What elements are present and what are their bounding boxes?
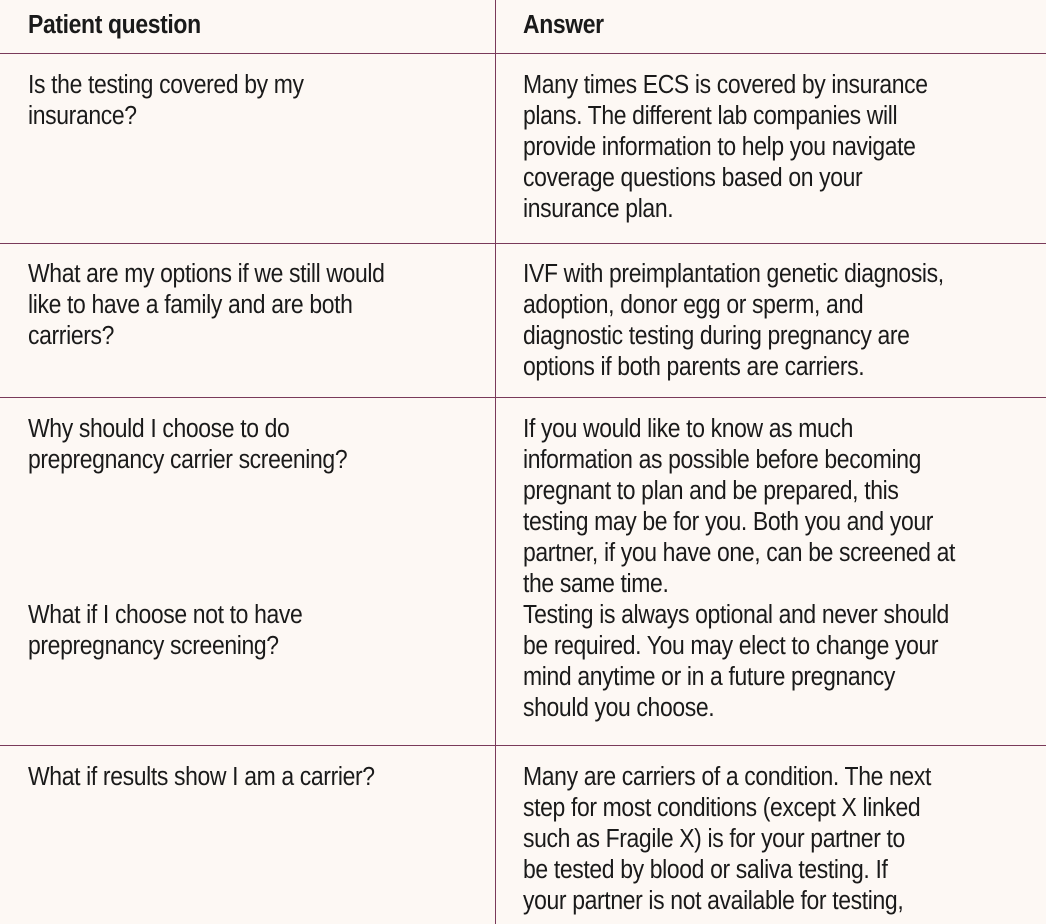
header-question: Patient question [28, 11, 201, 39]
header-rule [0, 53, 1046, 54]
question-insurance: Is the testing covered by my insurance? [28, 71, 304, 130]
answer-carrier: Many are carriers of a condition. The next step for most conditions (except X linked such as Fragile X) is for your partner to be tested by blood or saliva testing. If your partner is not available for testing, [523, 763, 931, 915]
answer-insurance: Many times ECS is covered by insurance plans. The different lab companies will provide information to help you navigate coverage questions based on your insurance plan. [523, 71, 928, 223]
row-rule [0, 397, 1046, 398]
answer-why-screen: If you would like to know as much information as possible before becoming pregnant to plan and be prepared, this testing may be for you. Both you and your partner, if you have one, can be screened at the same time. [523, 415, 955, 598]
column-divider [495, 0, 496, 924]
answer-not-screen: Testing is always optional and never should be required. You may elect to change your mind anytime or in a future pregnancy should you choose. [523, 601, 949, 722]
question-not-screen: What if I choose not to have prepregnancy screening? [28, 601, 303, 660]
row-rule [0, 745, 1046, 746]
question-why-screen: Why should I choose to do prepregnancy carrier screening? [28, 415, 348, 474]
header-answer: Answer [523, 11, 604, 39]
answer-options: IVF with preimplantation genetic diagnosis, adoption, donor egg or sperm, and diagnostic testing during pregnancy are options if both parents are carriers. [523, 260, 944, 381]
question-options: What are my options if we still would like to have a family and are both carriers? [28, 260, 385, 350]
row-rule [0, 243, 1046, 244]
question-carrier: What if results show I am a carrier? [28, 763, 375, 791]
